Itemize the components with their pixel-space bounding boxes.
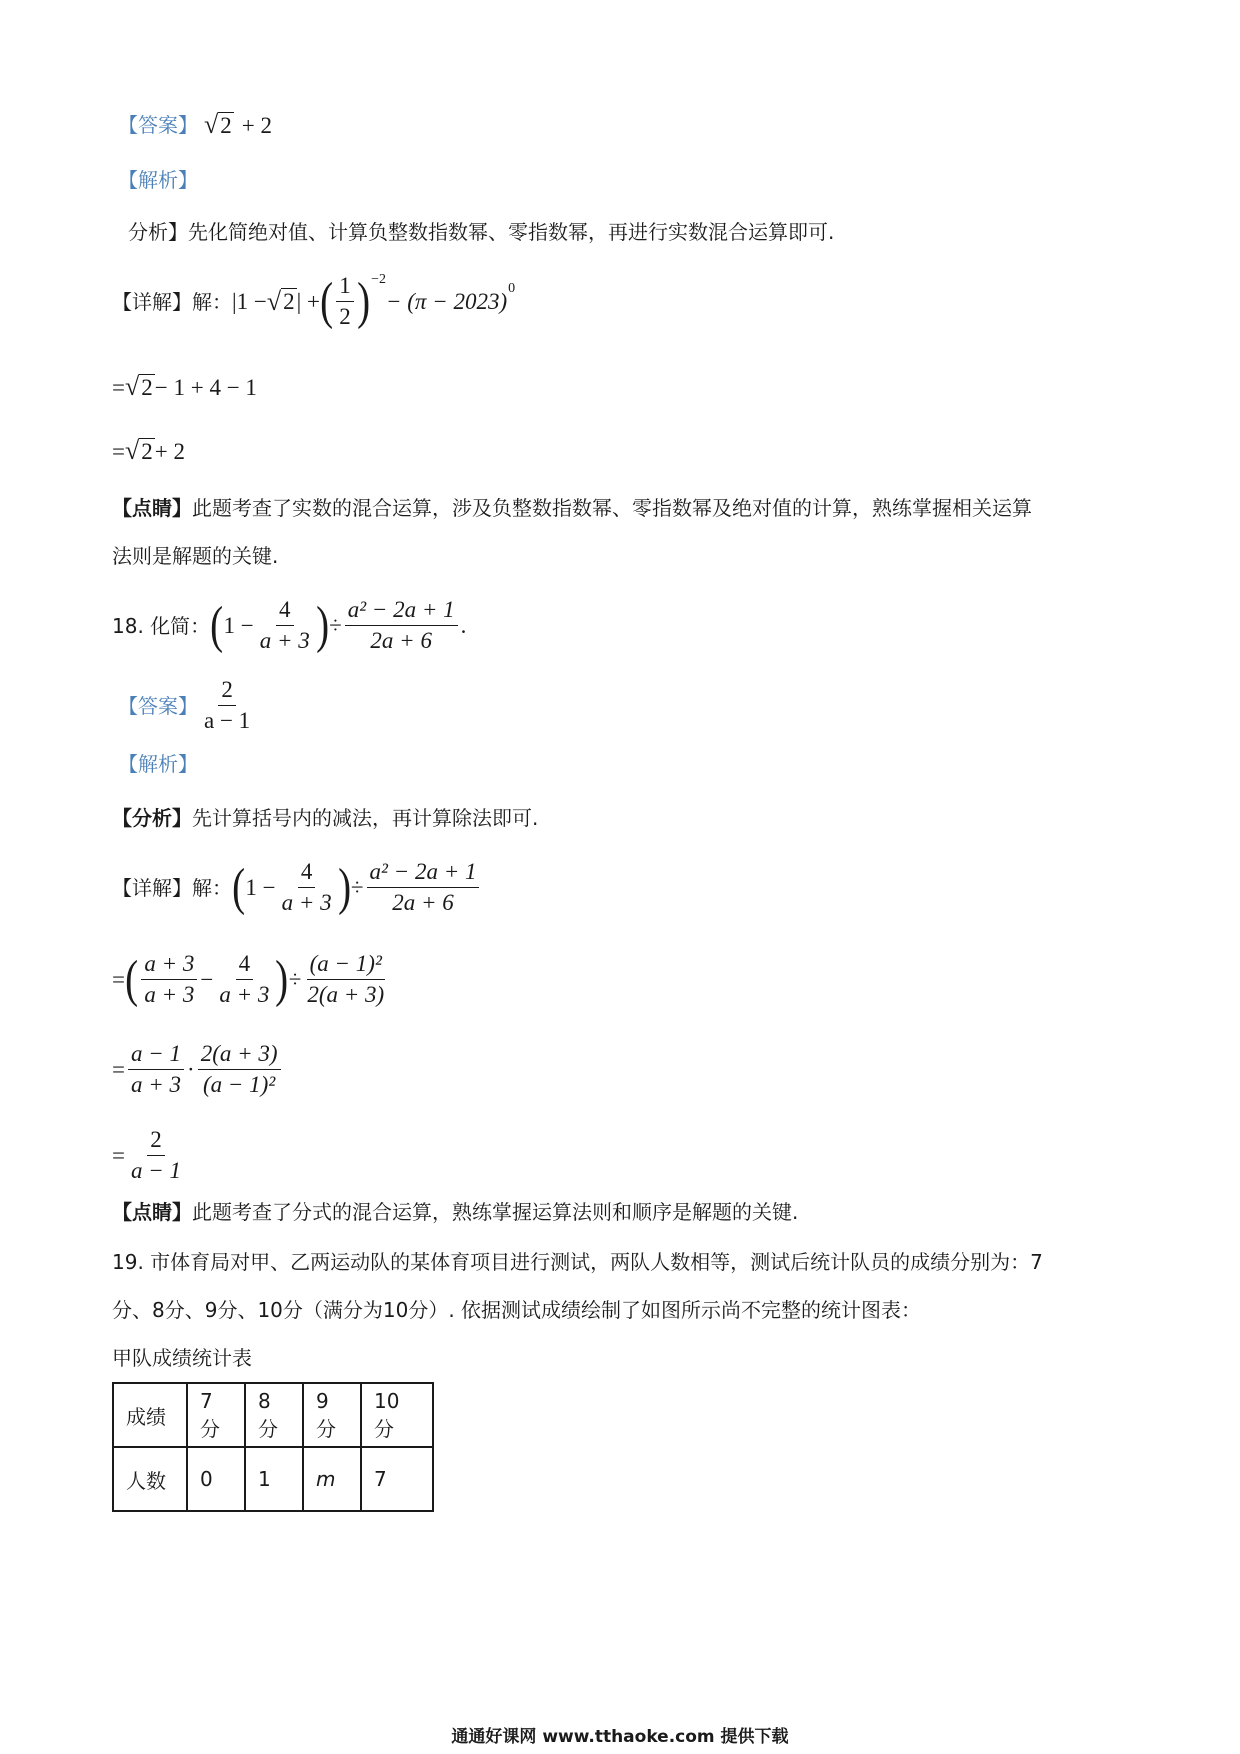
q17-answer-line [118, 112, 272, 138]
q19-stem-line2: 分、8分、9分、10分（满分为10分）. 依据测试成绩绘制了如图所示尚不完整的统计图表： [112, 1298, 922, 1322]
fraction-half: $\frac{1}{2}$ [336, 274, 354, 329]
comment-tag: 【点睛】 [112, 496, 192, 520]
q18-step1: = ( $\frac{a + 3}{a + 3}$ − $\frac{4}{a + 3}$ ) ÷ $\frac{\text{(a − 1)²}}{2(a + 3)}$ [112, 950, 385, 1008]
q17-analysis-heading: 【解析】 [118, 168, 198, 192]
q18-step3: = $\frac{2}{a - 1}$ [112, 1127, 182, 1184]
table-cell: 成绩 [113, 1383, 187, 1447]
comment-tag: 【点睛】 [112, 1200, 192, 1224]
q18-comment: 【点睛】此题考查了分式的混合运算，熟练掌握运算法则和顺序是解题的关键. [112, 1200, 799, 1224]
q18-step2: = $\frac{a - 1}{a + 3}$ · $\frac{2(a + 3)}{\text{(a − 1)²}}$ [112, 1042, 284, 1097]
table-cell: 8 分 [245, 1383, 303, 1447]
table-cell: 7 分 [187, 1383, 245, 1447]
q18-stem: 18. 化简： ( 1 − $\frac{4}{a + 3}$ ) ÷ $\frac{\text{a² − 2a + 1}}{2a + 6}$ . [112, 596, 467, 654]
sqrt-expression: √ 2 [204, 110, 232, 140]
answer-tag: 【答案】 [118, 693, 198, 718]
score-table [112, 1382, 434, 1512]
q17-detail-line: 【详解】解： |1 − √ 2 | + ( $\frac{1}{2}$ ) −2 − (π − 2023) 0 [112, 271, 516, 330]
table-cell: m [303, 1447, 361, 1511]
q19-stem-line1: 19. 市体育局对甲、乙两运动队的某体育项目进行测试，两队人数相等，测试后统计队员的成绩分别为：7 [112, 1250, 1043, 1274]
answer-plus: + 2 [241, 112, 273, 138]
q18-analysis-text: 【分析】先计算括号内的减法，再计算除法即可. [112, 806, 539, 830]
q17-step1: = √ 2 − 1 + 4 − 1 [112, 372, 257, 402]
table-cell: 10 分 [361, 1383, 433, 1447]
table-cell: 9 分 [303, 1383, 361, 1447]
question-number: 18. 化简： [112, 613, 211, 638]
table-cell: 0 [187, 1447, 245, 1511]
q17-analysis-text: 分析】先化简绝对值、计算负整数指数幂、零指数幂，再进行实数混合运算即可. [128, 220, 835, 244]
q18-analysis-heading: 【解析】 [118, 752, 198, 776]
answer-tag: 【答案】 [118, 113, 198, 138]
q18-detail-line: 【详解】解： ( 1 − $\frac{4}{a + 3}$ ) ÷ $\frac{\text{a² − 2a + 1}}{2a + 6}$ [112, 860, 482, 915]
table-title: 甲队成绩统计表 [112, 1346, 252, 1370]
q17-comment-line2: 法则是解题的关键. [112, 544, 279, 568]
detail-tag: 【详解】解： [112, 875, 232, 900]
footer-credit: 通通好课网 www.tthaoke.com 提供下载 [451, 1727, 789, 1747]
table-cell: 7 [361, 1447, 433, 1511]
table-row [113, 1383, 433, 1447]
radicand: 2 [220, 113, 232, 138]
table-row [113, 1447, 433, 1511]
table-cell: 人数 [113, 1447, 187, 1511]
q18-answer-line: 【答案】 $\frac{2}{a - 1}$ [118, 677, 251, 734]
q17-comment-line1: 【点睛】此题考查了实数的混合运算，涉及负整数指数幂、零指数幂及绝对值的计算，熟练掌握相关运算 [112, 496, 1032, 520]
q17-step2: = √ 2 + 2 [112, 436, 185, 466]
table-cell: 1 [245, 1447, 303, 1511]
detail-tag: 【详解】解： [112, 289, 232, 314]
